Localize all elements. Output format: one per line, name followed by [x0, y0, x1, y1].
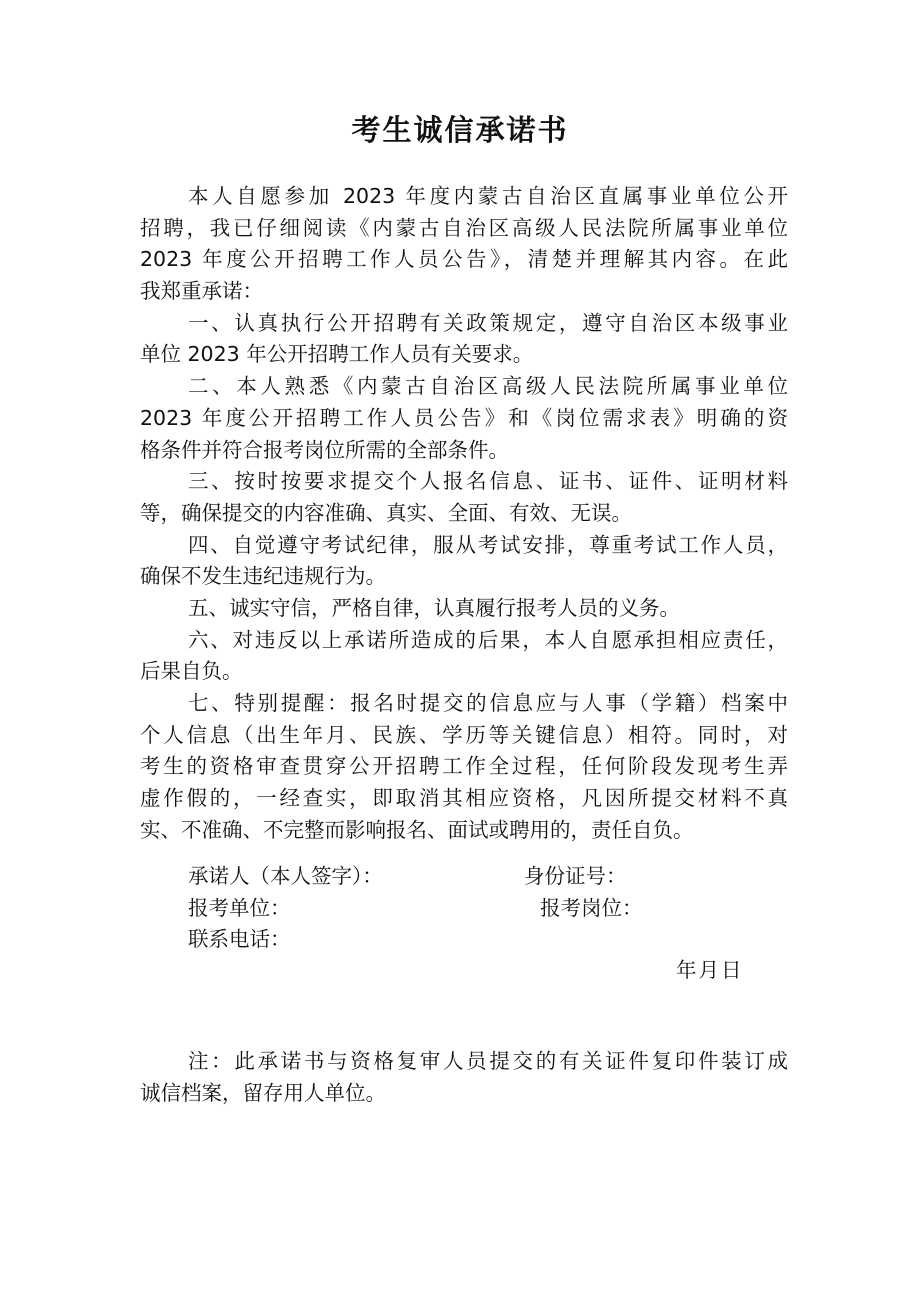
paragraph-line: 招聘，我已仔细阅读《内蒙古自治区高级人民法院所属事业单位	[140, 215, 788, 240]
paragraph-line: 一、认真执行公开招聘有关政策规定，遵守自治区本级事业	[188, 310, 788, 335]
paragraph-line: 二、本人熟悉《内蒙古自治区高级人民法院所属事业单位	[188, 374, 788, 399]
note-line: 注：此承诺书与资格复审人员提交的有关证件复印件装订成	[188, 1049, 788, 1073]
paragraph-line: 确保不发生违纪违规行为。	[140, 564, 386, 589]
note-line: 诚信档案，留存用人单位。	[140, 1080, 386, 1105]
paragraph-line: 六、对违反以上承诺所造成的后果，本人自愿承担相应责任，	[188, 627, 788, 652]
signature-block	[188, 861, 748, 956]
pledge-item-3	[140, 466, 788, 529]
signature-row	[188, 924, 748, 956]
signature-row	[188, 893, 748, 925]
document-title: 考生诚信承诺书	[351, 113, 569, 147]
id-number-label: 身份证号：	[524, 864, 627, 888]
pledge-item-5	[140, 593, 788, 625]
paragraph-line: 个人信息（出生年月、民族、学历等关键信息）相符。同时，对	[140, 722, 788, 747]
paragraph-line: 我郑重承诺：	[140, 279, 263, 304]
paragraph-line: 虚作假的，一经查实，即取消其相应资格，凡因所提交材料不真	[140, 786, 788, 811]
pledge-item-2	[140, 371, 788, 466]
paragraph-line: 2023 年度公开招聘工作人员公告》和《岗位需求表》明确的资	[140, 405, 788, 430]
paragraph-line: 本人自愿参加 2023 年度内蒙古自治区直属事业单位公开	[188, 184, 788, 208]
footnote	[140, 1046, 788, 1109]
signature-row	[188, 861, 748, 893]
pledge-item-7	[140, 688, 788, 846]
paragraph-line: 四、自觉遵守考试纪律，服从考试安排，尊重考试工作人员，	[188, 532, 788, 557]
pledge-body	[140, 181, 788, 846]
pledge-item-1	[140, 308, 788, 371]
signer-label: 承诺人（本人签字）：	[188, 864, 383, 888]
date-label: 年月日	[676, 958, 744, 982]
paragraph-line: 格条件并符合报考岗位所需的全部条件。	[140, 437, 509, 462]
employer-label: 报考单位：	[188, 895, 291, 920]
paragraph-line: 实、不准确、不完整而影响报名、面试或聘用的，责任自负。	[140, 817, 694, 842]
phone-label: 联系电话：	[188, 927, 291, 951]
paragraph-line: 2023 年度公开招聘工作人员公告》，清楚并理解其内容。在此	[140, 247, 788, 272]
paragraph-line: 考生的资格审查贯穿公开招聘工作全过程，任何阶段发现考生弄	[140, 754, 788, 779]
pledge-item-6	[140, 625, 788, 688]
paragraph-line: 单位 2023 年公开招聘工作人员有关要求。	[140, 342, 534, 367]
pledge-item-4	[140, 530, 788, 593]
intro-paragraph	[140, 181, 788, 308]
paragraph-line: 后果自负。	[140, 659, 243, 684]
paragraph-line: 三、按时按要求提交个人报名信息、证书、证件、证明材料	[188, 469, 788, 494]
paragraph-line: 七、特别提醒：报名时提交的信息应与人事（学籍）档案中	[188, 691, 788, 715]
paragraph-line: 五、诚实守信，严格自律，认真履行报考人员的义务。	[188, 595, 680, 620]
position-label: 报考岗位：	[540, 895, 643, 920]
paragraph-line: 等，确保提交的内容准确、真实、全面、有效、无误。	[140, 500, 632, 525]
